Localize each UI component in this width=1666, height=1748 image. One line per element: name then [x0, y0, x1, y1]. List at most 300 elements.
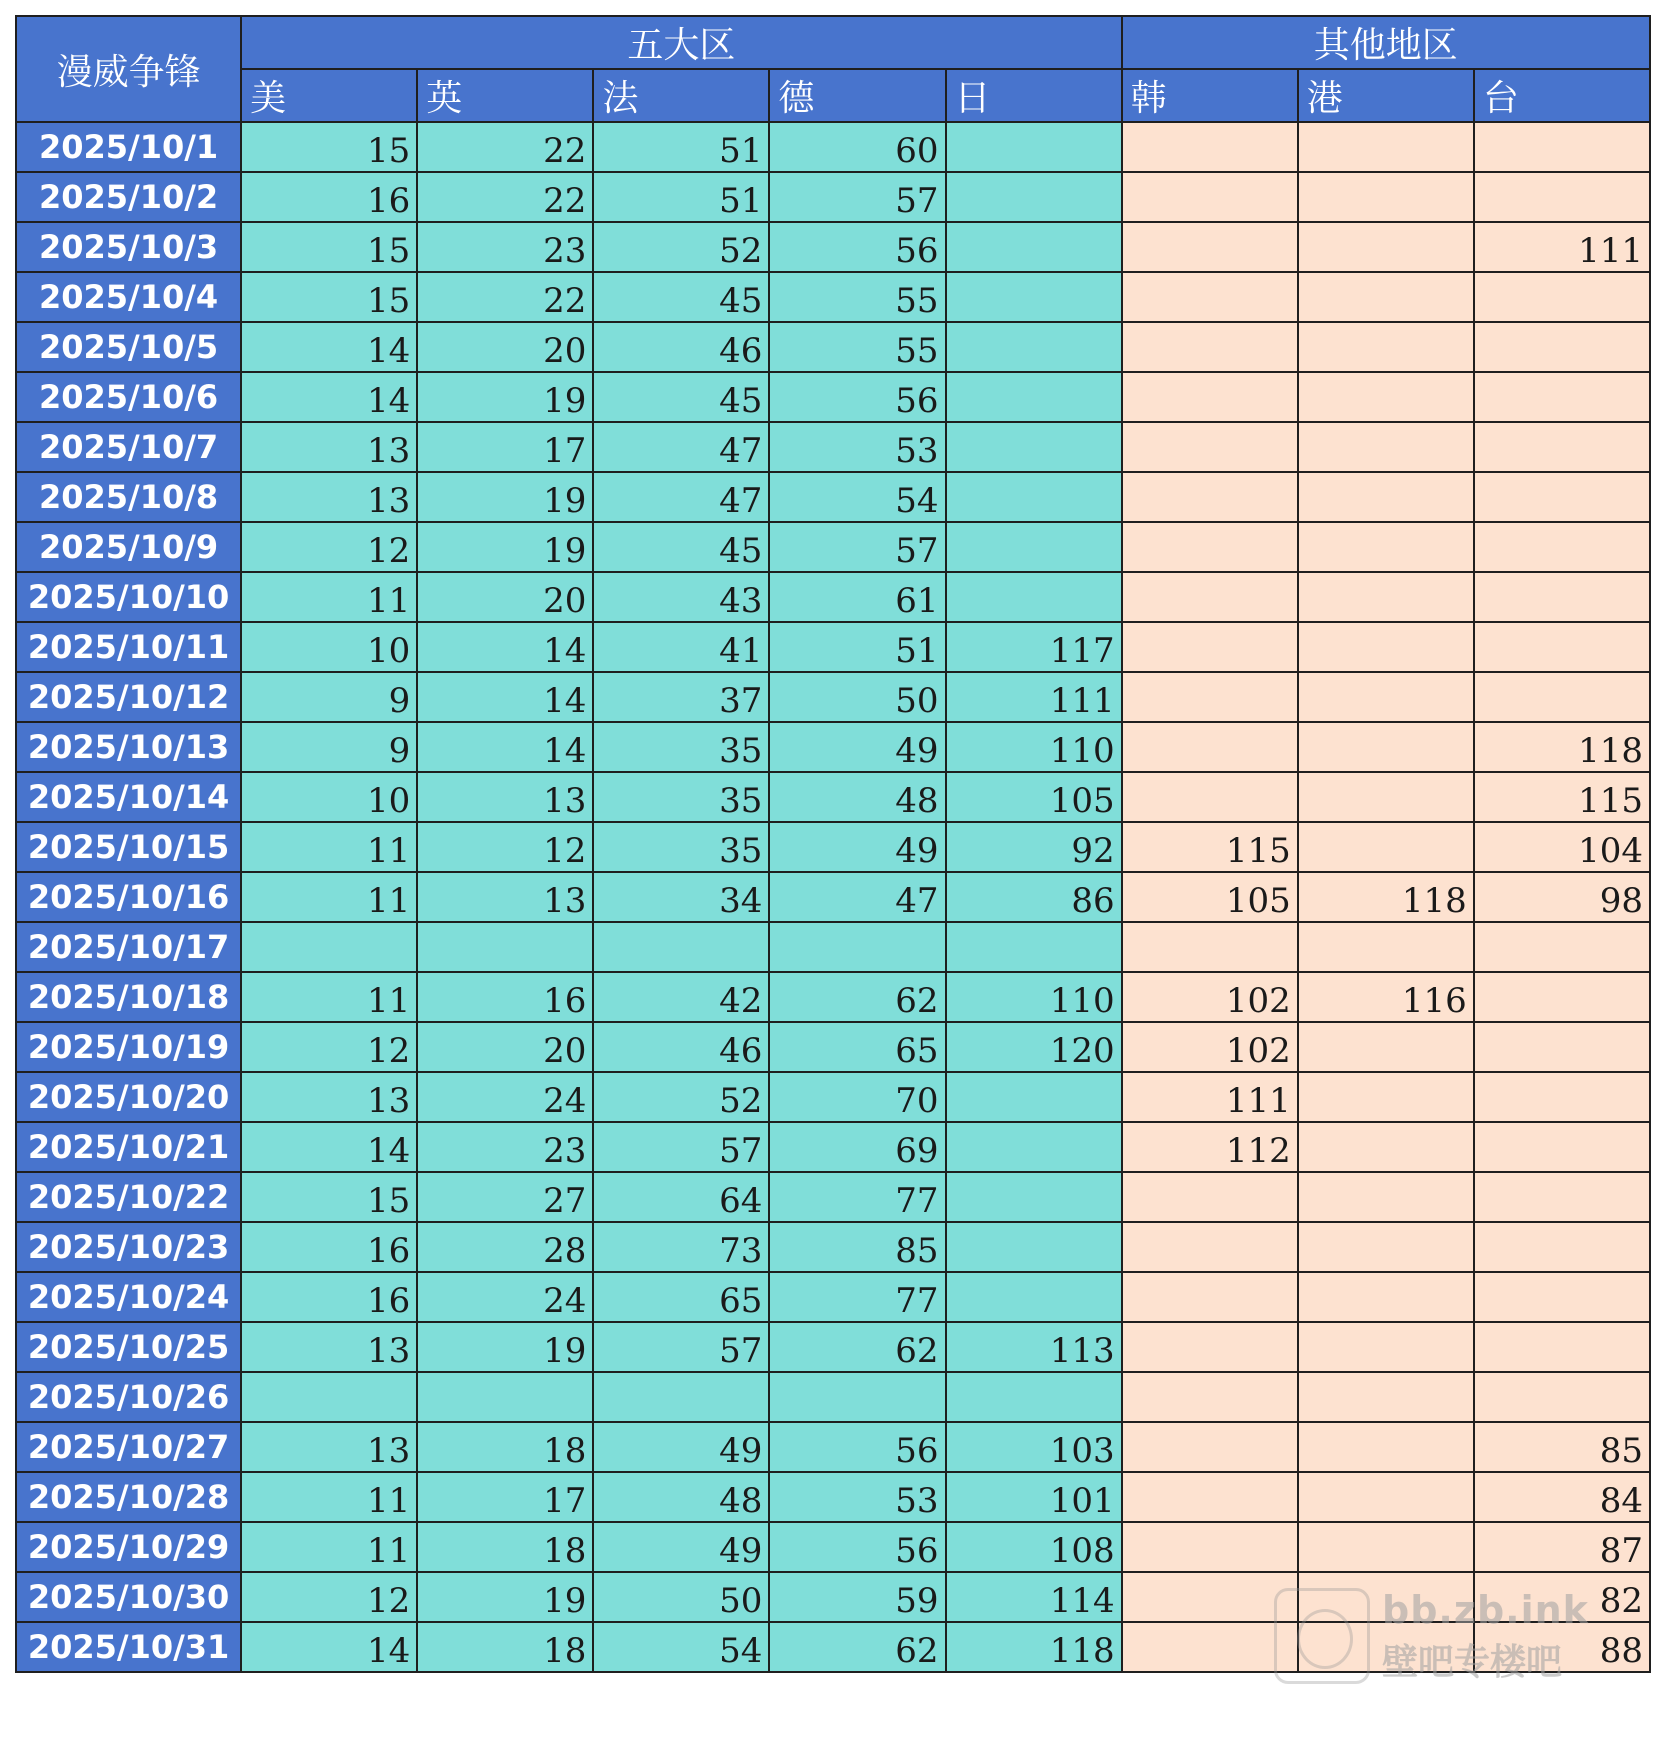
- table-cell: [1474, 1072, 1650, 1122]
- table-cell: 59: [769, 1572, 945, 1622]
- table-row: [16, 1172, 1650, 1222]
- table-cell: [769, 1372, 945, 1422]
- row-date: 2025/10/13: [16, 722, 241, 772]
- table-cell: 65: [593, 1272, 769, 1322]
- table-row: [16, 1322, 1650, 1372]
- table-cell: 73: [593, 1222, 769, 1272]
- table-cell: 18: [417, 1422, 593, 1472]
- table-cell: 50: [593, 1572, 769, 1622]
- table-cell: [1298, 472, 1474, 522]
- table-cell: 13: [241, 422, 417, 472]
- table-cell: [1298, 772, 1474, 822]
- table-cell: 103: [946, 1422, 1122, 1472]
- table-cell: [769, 922, 945, 972]
- table-cell: [593, 1372, 769, 1422]
- table-cell: 19: [417, 472, 593, 522]
- table-cell: 54: [593, 1622, 769, 1672]
- table-cell: 14: [241, 322, 417, 372]
- table-cell: 37: [593, 672, 769, 722]
- table-cell: 62: [769, 1622, 945, 1672]
- table-cell: [1298, 1322, 1474, 1372]
- row-date: 2025/10/4: [16, 272, 241, 322]
- table-cell: [1122, 172, 1298, 222]
- table-cell: [1298, 1172, 1474, 1222]
- table-cell: [946, 372, 1122, 422]
- table-cell: [1474, 1022, 1650, 1072]
- table-row: [16, 472, 1650, 522]
- table-cell: [1298, 1422, 1474, 1472]
- row-date: 2025/10/25: [16, 1322, 241, 1372]
- table-cell: 9: [241, 672, 417, 722]
- table-cell: 51: [593, 172, 769, 222]
- table-cell: [1474, 172, 1650, 222]
- table-cell: 17: [417, 1472, 593, 1522]
- row-date: 2025/10/22: [16, 1172, 241, 1222]
- table-cell: 20: [417, 572, 593, 622]
- table-cell: 60: [769, 122, 945, 172]
- table-cell: [1298, 272, 1474, 322]
- table-row: [16, 322, 1650, 372]
- table-cell: [1298, 422, 1474, 472]
- table-cell: 45: [593, 522, 769, 572]
- table-cell: 24: [417, 1272, 593, 1322]
- table-cell: [1122, 372, 1298, 422]
- column-header: 日: [946, 69, 1122, 122]
- table-cell: 28: [417, 1222, 593, 1272]
- table-cell: [1122, 222, 1298, 272]
- table-row: [16, 1122, 1650, 1172]
- table-row: [16, 1222, 1650, 1272]
- table-row: [16, 522, 1650, 572]
- table-cell: 117: [946, 622, 1122, 672]
- table-cell: [1474, 1222, 1650, 1272]
- table-cell: 110: [946, 722, 1122, 772]
- table-row: [16, 122, 1650, 172]
- table-cell: [946, 1072, 1122, 1122]
- row-date: 2025/10/14: [16, 772, 241, 822]
- table-cell: 85: [1474, 1422, 1650, 1472]
- table-row: [16, 1472, 1650, 1522]
- table-cell: 92: [946, 822, 1122, 872]
- table-cell: [1474, 522, 1650, 572]
- table-cell: 18: [417, 1622, 593, 1672]
- table-cell: 52: [593, 222, 769, 272]
- table-cell: 9: [241, 722, 417, 772]
- table-cell: [241, 1372, 417, 1422]
- table-cell: 56: [769, 222, 945, 272]
- table-cell: [1474, 1322, 1650, 1372]
- table-row: [16, 922, 1650, 972]
- table-cell: [1298, 722, 1474, 772]
- table-cell: [1298, 822, 1474, 872]
- table-cell: 98: [1474, 872, 1650, 922]
- table-cell: 10: [241, 622, 417, 672]
- row-date: 2025/10/20: [16, 1072, 241, 1122]
- table-cell: 12: [241, 522, 417, 572]
- table-row: [16, 272, 1650, 322]
- table-cell: [946, 1272, 1122, 1322]
- table-cell: [1298, 622, 1474, 672]
- table-cell: [1122, 1522, 1298, 1572]
- table-cell: 110: [946, 972, 1122, 1022]
- row-date: 2025/10/6: [16, 372, 241, 422]
- table-cell: 53: [769, 422, 945, 472]
- table-cell: 17: [417, 422, 593, 472]
- table-row: [16, 672, 1650, 722]
- row-date: 2025/10/17: [16, 922, 241, 972]
- table-cell: 14: [241, 1122, 417, 1172]
- table-cell: [593, 922, 769, 972]
- table-cell: 47: [593, 472, 769, 522]
- watermark-domain: bb.zb.ink: [1382, 1588, 1589, 1632]
- column-header: 美: [241, 69, 417, 122]
- table-cell: [1298, 522, 1474, 572]
- table-cell: 43: [593, 572, 769, 622]
- table-cell: 86: [946, 872, 1122, 922]
- table-cell: 61: [769, 572, 945, 622]
- table-cell: 14: [417, 672, 593, 722]
- table-cell: [1298, 1472, 1474, 1522]
- table-cell: 23: [417, 1122, 593, 1172]
- table-cell: 64: [593, 1172, 769, 1222]
- table-cell: 46: [593, 1022, 769, 1072]
- group-header-five-regions: 五大区: [241, 16, 1121, 69]
- table-cell: 51: [769, 622, 945, 672]
- row-date: 2025/10/21: [16, 1122, 241, 1172]
- table-cell: 13: [241, 1072, 417, 1122]
- table-cell: 65: [769, 1022, 945, 1072]
- table-cell: 87: [1474, 1522, 1650, 1572]
- table-cell: 56: [769, 1422, 945, 1472]
- row-date: 2025/10/12: [16, 672, 241, 722]
- table-cell: 19: [417, 1572, 593, 1622]
- table-cell: [1474, 122, 1650, 172]
- table-cell: [1122, 1322, 1298, 1372]
- table-cell: [1298, 222, 1474, 272]
- column-header: 英: [417, 69, 593, 122]
- table-cell: 69: [769, 1122, 945, 1172]
- table-cell: 85: [769, 1222, 945, 1272]
- table-cell: [1122, 1472, 1298, 1522]
- table-cell: [946, 472, 1122, 522]
- table-cell: [946, 522, 1122, 572]
- table-cell: 84: [1474, 1472, 1650, 1522]
- table-cell: 114: [946, 1572, 1122, 1622]
- table-cell: 77: [769, 1172, 945, 1222]
- table-cell: 53: [769, 1472, 945, 1522]
- table-row: [16, 972, 1650, 1022]
- table-row: [16, 1022, 1650, 1072]
- table-cell: [1122, 1222, 1298, 1272]
- column-header: 港: [1298, 69, 1474, 122]
- table-row: [16, 1622, 1650, 1672]
- table-cell: 13: [241, 472, 417, 522]
- table-cell: [1122, 922, 1298, 972]
- table-row: [16, 872, 1650, 922]
- table-body: [16, 122, 1650, 1672]
- table-cell: [1122, 1372, 1298, 1422]
- table-cell: 77: [769, 1272, 945, 1322]
- table-cell: 108: [946, 1522, 1122, 1572]
- table-cell: [1474, 1172, 1650, 1222]
- table-cell: 102: [1122, 1022, 1298, 1072]
- table-cell: 42: [593, 972, 769, 1022]
- table-cell: [1122, 622, 1298, 672]
- table-cell: 115: [1122, 822, 1298, 872]
- table-cell: [1474, 922, 1650, 972]
- table-cell: 49: [593, 1422, 769, 1472]
- table-cell: 112: [1122, 1122, 1298, 1172]
- table-cell: [946, 422, 1122, 472]
- table-cell: [1298, 672, 1474, 722]
- table-cell: 51: [593, 122, 769, 172]
- row-date: 2025/10/10: [16, 572, 241, 622]
- row-date: 2025/10/28: [16, 1472, 241, 1522]
- table-cell: 14: [241, 372, 417, 422]
- table-cell: 20: [417, 1022, 593, 1072]
- table-cell: 15: [241, 222, 417, 272]
- ranking-table: [15, 15, 1651, 1673]
- table-cell: 118: [1474, 722, 1650, 772]
- table-cell: [946, 1222, 1122, 1272]
- table-row: [16, 222, 1650, 272]
- table-cell: 111: [1474, 222, 1650, 272]
- table-cell: [1122, 772, 1298, 822]
- table-cell: 49: [769, 722, 945, 772]
- table-cell: 56: [769, 1522, 945, 1572]
- table-cell: [1474, 472, 1650, 522]
- table-row: [16, 1422, 1650, 1472]
- table-cell: 88: [1474, 1622, 1650, 1672]
- table-cell: 10: [241, 772, 417, 822]
- table-cell: [1474, 422, 1650, 472]
- table-cell: 19: [417, 522, 593, 572]
- table-row: [16, 422, 1650, 472]
- table-cell: 52: [593, 1072, 769, 1122]
- table-cell: [1122, 272, 1298, 322]
- table-cell: 11: [241, 872, 417, 922]
- table-cell: [946, 272, 1122, 322]
- table-cell: 34: [593, 872, 769, 922]
- table-cell: [946, 222, 1122, 272]
- table-cell: [1474, 1272, 1650, 1322]
- table-cell: [1122, 572, 1298, 622]
- row-date: 2025/10/30: [16, 1572, 241, 1622]
- table-cell: [1474, 1122, 1650, 1172]
- table-cell: 18: [417, 1522, 593, 1572]
- table-cell: 62: [769, 1322, 945, 1372]
- table-cell: 35: [593, 772, 769, 822]
- table-cell: 23: [417, 222, 593, 272]
- table-cell: 111: [946, 672, 1122, 722]
- table-row: [16, 1522, 1650, 1572]
- table-cell: 22: [417, 272, 593, 322]
- table-cell: 82: [1474, 1572, 1650, 1622]
- table-cell: 57: [593, 1122, 769, 1172]
- table-cell: 14: [417, 622, 593, 672]
- table-cell: [1298, 572, 1474, 622]
- table-cell: 14: [241, 1622, 417, 1672]
- table-cell: 115: [1474, 772, 1650, 822]
- row-date: 2025/10/24: [16, 1272, 241, 1322]
- table-cell: 50: [769, 672, 945, 722]
- row-date: 2025/10/16: [16, 872, 241, 922]
- table-row: [16, 1272, 1650, 1322]
- table-cell: [241, 922, 417, 972]
- table-row: [16, 722, 1650, 772]
- row-date: 2025/10/3: [16, 222, 241, 272]
- table-cell: 45: [593, 272, 769, 322]
- table-cell: 111: [1122, 1072, 1298, 1122]
- table-cell: [1298, 1372, 1474, 1422]
- row-date: 2025/10/7: [16, 422, 241, 472]
- table-cell: [417, 922, 593, 972]
- table-cell: 13: [241, 1422, 417, 1472]
- table-cell: [1122, 672, 1298, 722]
- table-cell: 70: [769, 1072, 945, 1122]
- table-cell: 16: [417, 972, 593, 1022]
- table-cell: 14: [417, 722, 593, 772]
- row-date: 2025/10/11: [16, 622, 241, 672]
- table-cell: [1122, 522, 1298, 572]
- table-cell: 57: [769, 522, 945, 572]
- table-cell: 55: [769, 272, 945, 322]
- table-cell: 105: [946, 772, 1122, 822]
- table-cell: 104: [1474, 822, 1650, 872]
- table-cell: [1298, 1272, 1474, 1322]
- table-row: [16, 1372, 1650, 1422]
- table-cell: 12: [241, 1022, 417, 1072]
- table-cell: 27: [417, 1172, 593, 1222]
- table-cell: 13: [417, 772, 593, 822]
- table-cell: [946, 572, 1122, 622]
- table-cell: 16: [241, 1222, 417, 1272]
- table-cell: 11: [241, 1472, 417, 1522]
- table-cell: [946, 922, 1122, 972]
- table-cell: 49: [593, 1522, 769, 1572]
- table-cell: 54: [769, 472, 945, 522]
- table-cell: 55: [769, 322, 945, 372]
- table-cell: 15: [241, 122, 417, 172]
- table-cell: 20: [417, 322, 593, 372]
- table-cell: 113: [946, 1322, 1122, 1372]
- table-cell: 46: [593, 322, 769, 372]
- row-date: 2025/10/26: [16, 1372, 241, 1422]
- row-date: 2025/10/29: [16, 1522, 241, 1572]
- table-row: [16, 822, 1650, 872]
- table-cell: 22: [417, 172, 593, 222]
- table-cell: 35: [593, 722, 769, 772]
- table-cell: 48: [769, 772, 945, 822]
- table-cell: 11: [241, 1522, 417, 1572]
- column-header: 韩: [1122, 69, 1298, 122]
- table-cell: [1122, 122, 1298, 172]
- table-row: [16, 1572, 1650, 1622]
- table-cell: 19: [417, 372, 593, 422]
- column-header: 台: [1474, 69, 1650, 122]
- table-row: [16, 772, 1650, 822]
- table-cell: 118: [946, 1622, 1122, 1672]
- table-cell: [1298, 1572, 1474, 1622]
- table-cell: 35: [593, 822, 769, 872]
- table-cell: 13: [241, 1322, 417, 1372]
- row-date: 2025/10/1: [16, 122, 241, 172]
- table-cell: [946, 172, 1122, 222]
- table-cell: [1298, 1522, 1474, 1572]
- table-cell: 11: [241, 822, 417, 872]
- table-cell: 118: [1298, 872, 1474, 922]
- table-row: [16, 372, 1650, 422]
- row-date: 2025/10/19: [16, 1022, 241, 1072]
- column-header: 法: [593, 69, 769, 122]
- table-cell: [1474, 322, 1650, 372]
- table-cell: 11: [241, 572, 417, 622]
- row-date: 2025/10/9: [16, 522, 241, 572]
- table-cell: [946, 1372, 1122, 1422]
- table-cell: [1298, 1222, 1474, 1272]
- table-cell: [1298, 172, 1474, 222]
- table-cell: 101: [946, 1472, 1122, 1522]
- row-date: 2025/10/27: [16, 1422, 241, 1472]
- table-cell: [1474, 972, 1650, 1022]
- table-cell: 62: [769, 972, 945, 1022]
- table-cell: [1298, 1022, 1474, 1072]
- table-cell: 19: [417, 1322, 593, 1372]
- table-cell: 12: [417, 822, 593, 872]
- table-cell: 102: [1122, 972, 1298, 1022]
- table-cell: [1474, 1372, 1650, 1422]
- table-row: [16, 622, 1650, 672]
- table-cell: 105: [1122, 872, 1298, 922]
- table-cell: [1298, 1072, 1474, 1122]
- table-cell: 16: [241, 1272, 417, 1322]
- table-cell: 15: [241, 272, 417, 322]
- table-cell: [1298, 1622, 1474, 1672]
- table-cell: [1474, 272, 1650, 322]
- table-cell: 56: [769, 372, 945, 422]
- table-cell: [1122, 1422, 1298, 1472]
- row-date: 2025/10/5: [16, 322, 241, 372]
- row-date: 2025/10/2: [16, 172, 241, 222]
- table-cell: 41: [593, 622, 769, 672]
- table-cell: [417, 1372, 593, 1422]
- table-row: [16, 572, 1650, 622]
- group-header-other-regions: 其他地区: [1122, 16, 1650, 69]
- table-cell: 13: [417, 872, 593, 922]
- table-cell: 48: [593, 1472, 769, 1522]
- table-cell: [1298, 372, 1474, 422]
- table-cell: 45: [593, 372, 769, 422]
- table-cell: [1122, 1622, 1298, 1672]
- table-cell: 12: [241, 1572, 417, 1622]
- header-row-columns: [16, 69, 1650, 122]
- table-cell: 49: [769, 822, 945, 872]
- table-cell: [1122, 422, 1298, 472]
- row-date: 2025/10/18: [16, 972, 241, 1022]
- table-cell: 47: [593, 422, 769, 472]
- table-cell: [1122, 1272, 1298, 1322]
- table-cell: 57: [769, 172, 945, 222]
- table-cell: [1474, 572, 1650, 622]
- row-date: 2025/10/15: [16, 822, 241, 872]
- column-header: 德: [769, 69, 945, 122]
- table-cell: [1122, 1572, 1298, 1622]
- table-cell: [1122, 322, 1298, 372]
- table-cell: [1474, 622, 1650, 672]
- table-cell: 57: [593, 1322, 769, 1372]
- table-cell: [1298, 922, 1474, 972]
- table-cell: [1298, 122, 1474, 172]
